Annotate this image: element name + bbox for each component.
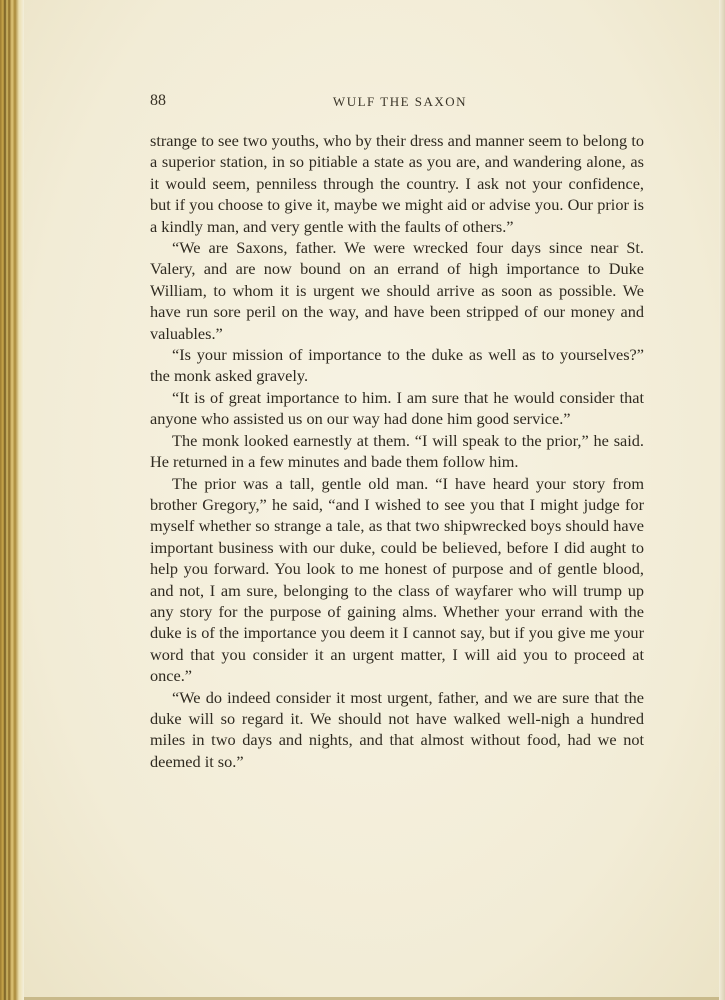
page-header bbox=[150, 92, 650, 112]
body-text bbox=[150, 130, 644, 772]
running-head: WULF THE SAXON bbox=[332, 94, 468, 109]
page-edge bbox=[719, 0, 725, 1000]
paragraph: The monk looked earnestly at them. “I will speak to the prior,” he said. He returned in a few minutes and bade them follow him. bbox=[150, 430, 644, 472]
paragraph: The prior was a tall, gentle old man. “I have heard your story from brother Gregory,” he said, “and I wished to see you that I might judge for myself whether so strange a tale, as that two shipwrecked boys should have important business with our duke, could be believed, before I did aught to help you forward. You look to me honest of purpose and of gentle blood, and not, I am sure, belonging to the class of wayfarer who will trump up any story for the purpose of gaining alms. Whether your errand with the duke is of the importance you deem it I cannot say, but if you give me your word that you consider it an urgent matter, I will aid you to proceed at once.” bbox=[150, 473, 644, 686]
paragraph: “Is your mission of importance to the duke as well as to yourselves?” the monk asked gravely. bbox=[150, 345, 644, 386]
paragraph: strange to see two youths, who by their dress and manner seem to belong to a superior station, in so pitiable a state as you are, and wandering alone, as it would seem, penniless through the country. I ask not your confidence, but if you choose to give it, maybe we might aid or advise you. Our prior is a kindly man, and very gentle with the faults of others.” bbox=[150, 131, 644, 236]
page-number: 88 bbox=[150, 92, 166, 109]
paragraph: “We do indeed consider it most urgent, father, and we are sure that the duke will so regard it. We should not have walked well-nigh a hundred miles in two days and nights, and that almost without food, had we not deemed it so.” bbox=[150, 687, 644, 771]
paragraph: “It is of great importance to him. I am sure that he would consider that anyone who assisted us on our way had done him good service.” bbox=[150, 387, 644, 429]
paragraph: “We are Saxons, father. We were wrecked four days since near St. Valery, and are now bound on an errand of high importance to Duke William, to whom it is urgent we should arrive as soon as possible. We have run sore peril on the way, and have been stripped of our money and valuables.” bbox=[150, 238, 644, 343]
book-spine bbox=[0, 0, 24, 1000]
